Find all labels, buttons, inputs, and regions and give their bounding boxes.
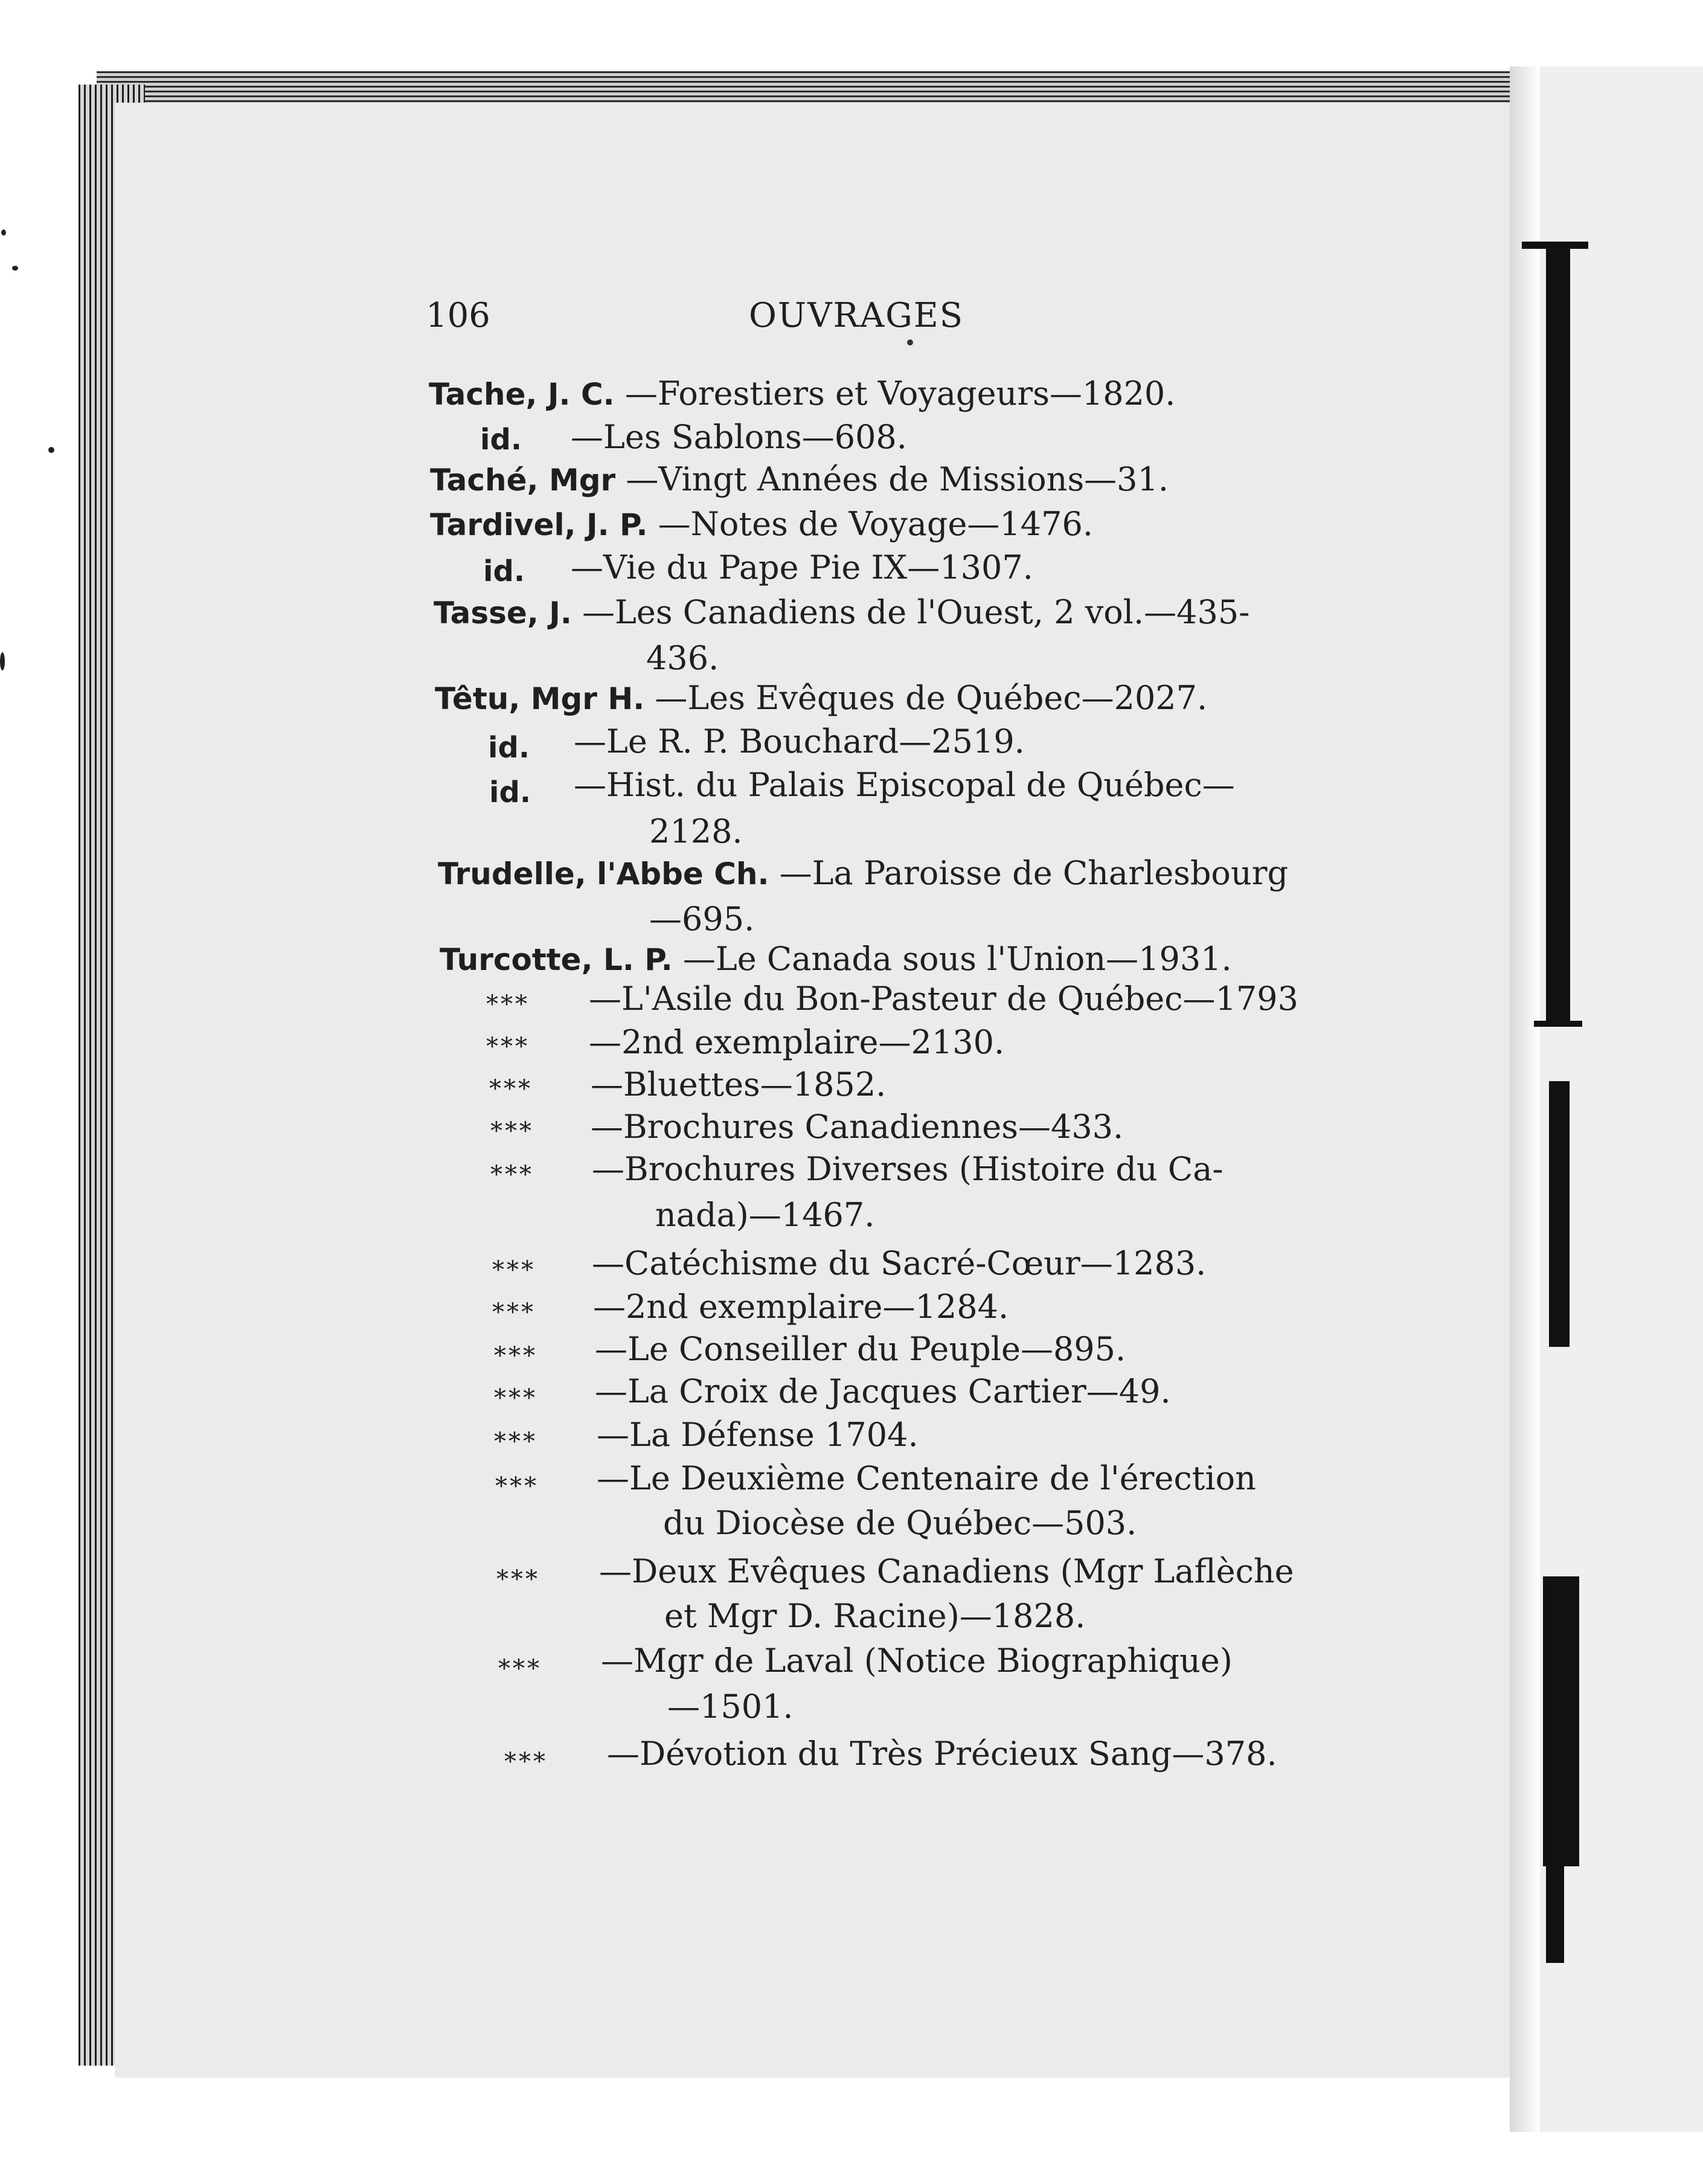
entry	[430, 505, 1093, 543]
entry-author: Tache, J. C.	[429, 377, 615, 412]
entry-title: —La Paroisse de Charlesbourg	[779, 854, 1289, 892]
entry-author: id.	[488, 731, 530, 765]
torn-edge	[1549, 1081, 1570, 1347]
entry-author: id.	[489, 776, 531, 809]
entry	[430, 460, 1169, 498]
anonymous-mark: ***	[490, 1117, 534, 1145]
torn-edge	[1546, 248, 1570, 1021]
scan-speck	[0, 652, 5, 670]
entry-continuation: et Mgr D. Racine)—1828.	[664, 1597, 1086, 1635]
entry-title: —Le Conseiller du Peuple—895.	[595, 1330, 1126, 1368]
book-gutter	[1510, 66, 1540, 2132]
entry-title: —Les Canadiens de l'Ouest, 2 vol.—435-	[582, 593, 1250, 631]
torn-edge	[1543, 1576, 1579, 1866]
torn-edge	[1546, 1866, 1564, 1963]
anonymous-mark: ***	[486, 1033, 530, 1061]
anonymous-mark: ***	[486, 991, 530, 1018]
entry-title: —Catéchisme du Sacré-Cœur—1283.	[592, 1244, 1207, 1282]
entry-author: id.	[483, 554, 525, 588]
entry-author: Turcotte, L. P.	[440, 942, 673, 977]
entry-title: —La Défense 1704.	[597, 1416, 919, 1454]
scan-speck	[48, 447, 54, 453]
entry-title: —Mgr de Laval (Notice Biographique)	[601, 1642, 1233, 1680]
entry-author: Trudelle, l'Abbe Ch.	[438, 856, 769, 891]
entry-author: Taché, Mgr	[430, 463, 616, 498]
scan-speck	[12, 266, 18, 271]
entry-continuation: 2128.	[649, 812, 743, 850]
entry-title: —2nd exemplaire—2130.	[589, 1023, 1005, 1061]
entry-title: —Deux Evêques Canadiens (Mgr Laflèche	[599, 1552, 1294, 1590]
entry-title: —Le R. P. Bouchard—2519.	[574, 722, 1025, 760]
entry-title: —Dévotion du Très Précieux Sang—378.	[607, 1735, 1277, 1773]
entry-continuation: 436.	[646, 639, 719, 677]
entry-title: —2nd exemplaire—1284.	[593, 1288, 1009, 1326]
anonymous-mark: ***	[498, 1655, 542, 1683]
anonymous-mark: ***	[492, 1256, 536, 1284]
entry-title: —Les Evêques de Québec—2027.	[655, 679, 1208, 717]
entry-title: —Brochures Diverses (Histoire du Ca-	[592, 1150, 1224, 1188]
entry	[440, 940, 1232, 978]
entry-title: —Forestiers et Voyageurs—1820.	[624, 374, 1176, 413]
entry	[434, 593, 1250, 631]
entry-continuation: —1501.	[667, 1688, 794, 1726]
entry-title: —La Croix de Jacques Cartier—49.	[595, 1372, 1171, 1410]
entry-author: id.	[480, 423, 522, 457]
anonymous-mark: ***	[495, 1473, 539, 1500]
entry-title: —Brochures Canadiennes—433.	[591, 1108, 1124, 1146]
anonymous-mark: ***	[494, 1428, 537, 1456]
entry	[435, 679, 1207, 717]
entry-title: —L'Asile du Bon-Pasteur de Québec—1793	[589, 980, 1298, 1018]
entry-continuation: nada)—1467.	[655, 1196, 875, 1234]
entry	[429, 374, 1175, 413]
entry-title: —Le Deuxième Centenaire de l'érection	[597, 1459, 1256, 1497]
anonymous-mark: ***	[494, 1384, 537, 1412]
scan-speck	[1, 230, 6, 236]
entry-continuation: —695.	[649, 900, 755, 938]
entry-title: —Bluettes—1852.	[591, 1065, 887, 1103]
entry-author: Tasse, J.	[434, 596, 572, 631]
page-number: 106	[426, 296, 490, 335]
torn-edge	[1534, 1021, 1582, 1027]
anonymous-mark: ***	[494, 1342, 537, 1370]
entry-title: —Hist. du Palais Episcopal de Québec—	[574, 766, 1235, 804]
anonymous-mark: ***	[496, 1566, 540, 1593]
running-head: OUVRAGES	[749, 296, 964, 335]
entry	[438, 854, 1288, 892]
entry-continuation: du Diocèse de Québec—503.	[663, 1504, 1137, 1542]
anonymous-mark: ***	[490, 1161, 534, 1189]
anonymous-mark: ***	[504, 1748, 548, 1776]
entry-title: —Le Canada sous l'Union—1931.	[682, 940, 1232, 978]
entry-title: —Vingt Années de Missions—31.	[626, 460, 1169, 498]
entry-author: Têtu, Mgr H.	[435, 681, 645, 716]
entry-title: —Vie du Pape Pie IX—1307.	[571, 548, 1033, 586]
entry-title: —Notes de Voyage—1476.	[658, 505, 1094, 543]
entry-author: Tardivel, J. P.	[430, 507, 648, 542]
ornament-dot	[907, 339, 913, 345]
entry-title: —Les Sablons—608.	[571, 418, 907, 456]
anonymous-mark: ***	[492, 1299, 536, 1326]
anonymous-mark: ***	[489, 1075, 533, 1103]
